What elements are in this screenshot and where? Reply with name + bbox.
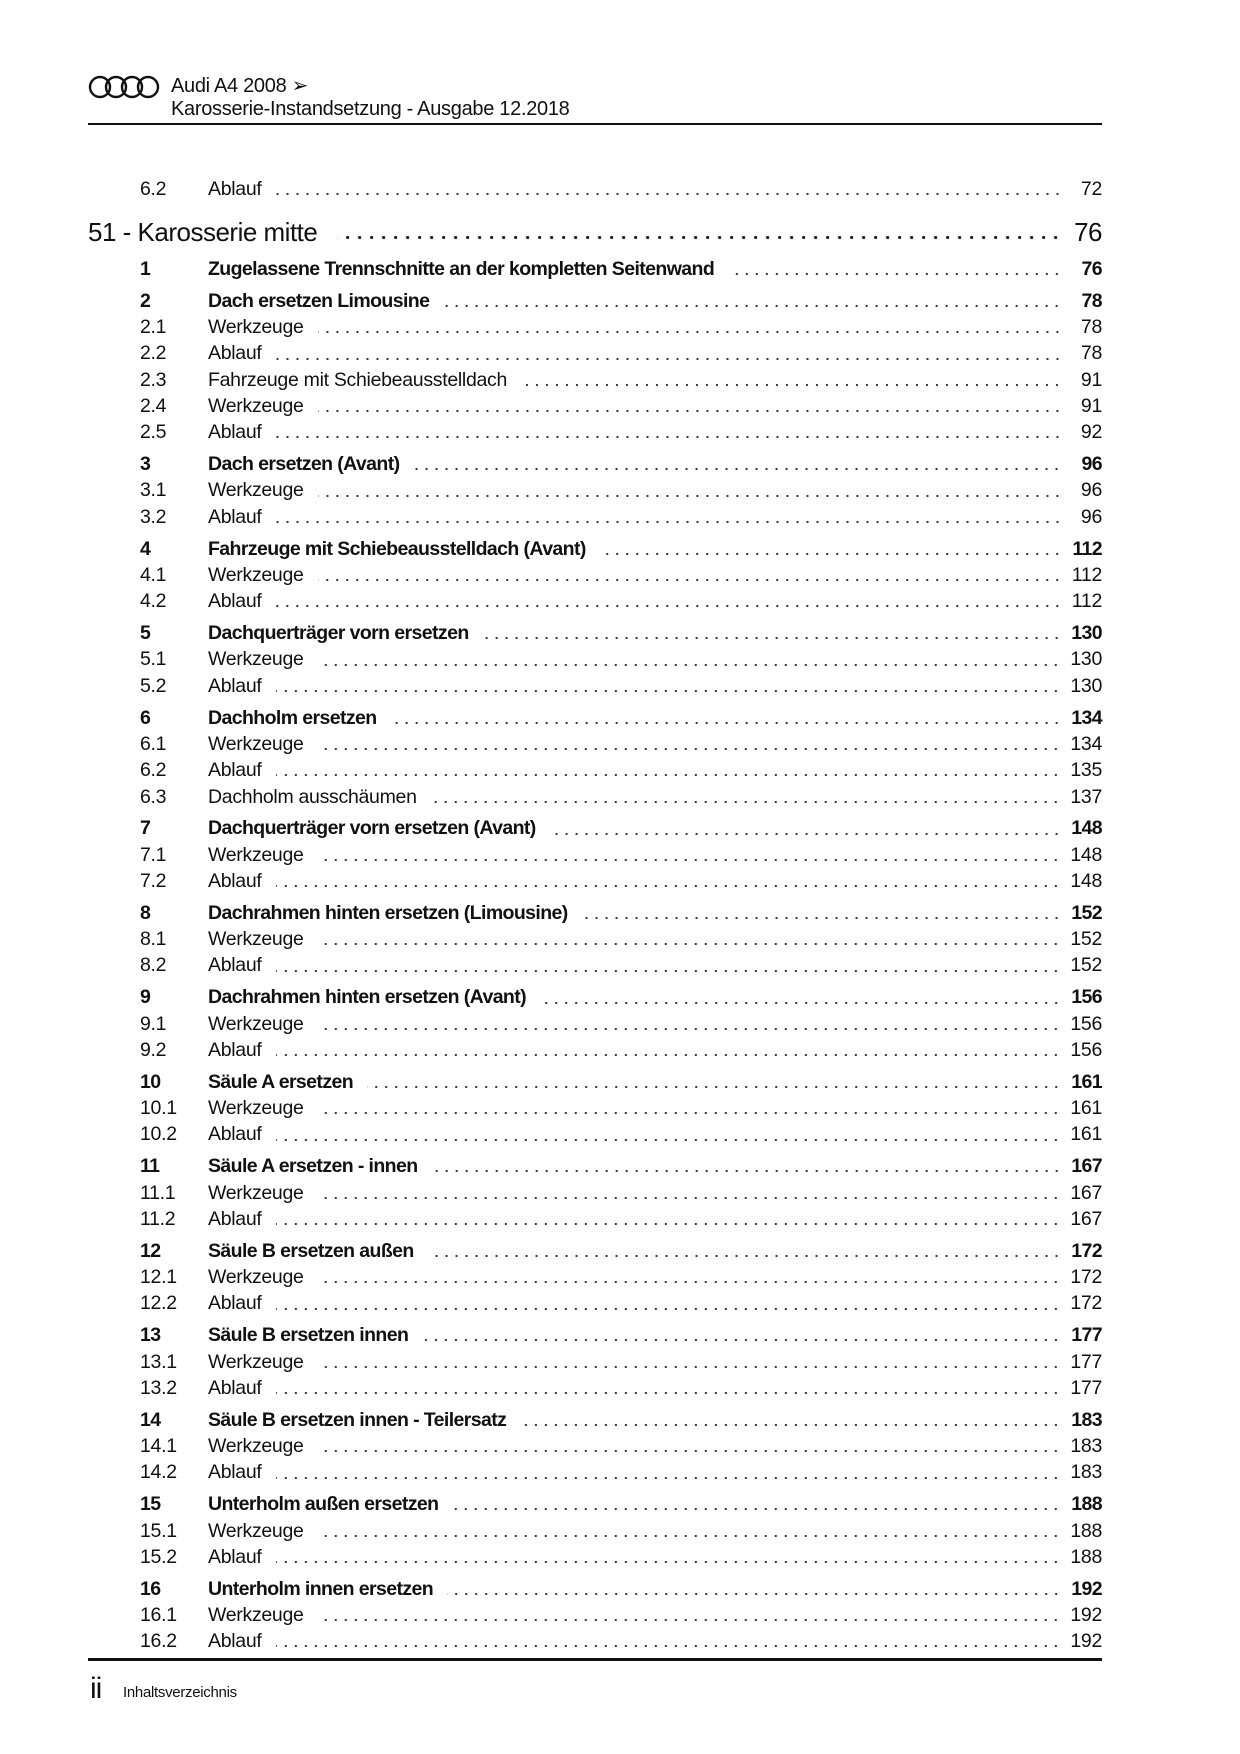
toc-entry[interactable] xyxy=(88,393,1102,419)
toc-entry-title: Ablauf xyxy=(208,954,262,977)
toc-entry-title: Ablauf xyxy=(208,590,262,613)
toc-entry-title: Ablauf xyxy=(208,674,262,697)
toc-entry[interactable] xyxy=(88,562,1102,588)
toc-entry-number: 8.2 xyxy=(140,954,167,977)
toc-entry-number: 14 xyxy=(140,1408,161,1431)
toc-entry[interactable] xyxy=(88,646,1102,672)
dot-leader xyxy=(276,192,1063,196)
toc-entry-title: Ablauf xyxy=(208,1038,262,1061)
toc-entry-page: 156 xyxy=(1070,1038,1102,1061)
dot-leader xyxy=(431,800,1061,804)
toc-entry-page: 167 xyxy=(1071,1155,1102,1178)
toc-entry-title: Werkzeuge xyxy=(208,1012,304,1035)
dot-leader xyxy=(443,304,1062,308)
toc-entry-page: 112 xyxy=(1071,590,1102,613)
toc-entry-title: Werkzeuge xyxy=(208,1266,304,1289)
toc-entry-page: 130 xyxy=(1070,674,1102,697)
toc-entry-title: Werkzeuge xyxy=(208,479,304,502)
toc-entry[interactable] xyxy=(88,367,1102,393)
dot-leader xyxy=(276,1222,1061,1226)
toc-entry-number: 14.2 xyxy=(140,1461,177,1484)
toc-entry-title: Ablauf xyxy=(208,1207,262,1230)
toc-entry-title: Werkzeuge xyxy=(208,732,304,755)
toc-entry-number: 14.1 xyxy=(140,1435,177,1458)
toc-entry-number: 7.2 xyxy=(140,869,167,892)
toc-entry-page: 72 xyxy=(1080,178,1102,200)
toc-entry-page: 188 xyxy=(1070,1519,1102,1542)
toc-entry-page: 152 xyxy=(1070,928,1102,951)
toc-entry-page: 192 xyxy=(1071,1577,1102,1600)
toc-entry-number: 6 xyxy=(140,706,151,729)
dot-leader xyxy=(520,1423,1061,1427)
dot-leader xyxy=(318,1196,1061,1200)
toc-entry-number: 6.2 xyxy=(140,759,167,782)
dot-leader xyxy=(318,1534,1061,1538)
toc-entry-title: Werkzeuge xyxy=(208,1097,304,1120)
toc-entry-page: 134 xyxy=(1070,732,1102,755)
toc-entry[interactable] xyxy=(88,900,1102,926)
toc-entry-number: 2.4 xyxy=(140,394,167,417)
toc-entry-number: 8.1 xyxy=(140,928,167,951)
toc-entry[interactable] xyxy=(88,868,1102,894)
toc-entry-number: 5 xyxy=(140,622,151,645)
toc-entry-title: Ablauf xyxy=(208,1123,262,1146)
dot-leader xyxy=(276,1644,1061,1648)
toc-entry[interactable] xyxy=(88,1290,1102,1316)
toc-entry-number: 11.1 xyxy=(140,1181,176,1204)
toc-entry[interactable] xyxy=(88,1602,1102,1628)
toc-entry-title: Zugelassene Trennschnitte an der kompletten Seitenwand xyxy=(208,257,715,280)
dot-leader xyxy=(318,663,1061,667)
toc-entry[interactable] xyxy=(88,926,1102,952)
toc-entry-number: 15 xyxy=(140,1493,161,1516)
toc-entry-title: Fahrzeuge mit Schiebeausstelldach xyxy=(208,368,508,391)
dot-leader xyxy=(276,969,1061,973)
dot-leader xyxy=(432,1169,1062,1173)
toc-entry-page: 192 xyxy=(1070,1604,1102,1627)
toc-entry[interactable] xyxy=(88,1011,1102,1037)
toc-entry-number: 12 xyxy=(140,1239,161,1262)
toc-entry-page: 76 xyxy=(1081,257,1102,280)
dot-leader xyxy=(318,494,1062,498)
toc-entry-page: 192 xyxy=(1070,1630,1102,1653)
toc-entry-number: 6.1 xyxy=(140,732,167,755)
dot-leader xyxy=(521,383,1062,387)
footer-section-title: Inhaltsverzeichnis xyxy=(123,1684,237,1701)
toc-entry-title: Ablauf xyxy=(208,421,262,444)
toc-entry[interactable] xyxy=(88,842,1102,868)
toc-entry-number: 13.1 xyxy=(140,1350,177,1373)
toc-entry[interactable] xyxy=(88,620,1102,646)
dot-leader xyxy=(452,1507,1061,1511)
toc-entry-number: 3.1 xyxy=(140,479,167,502)
toc-entry-title: Dachquerträger vorn ersetzen xyxy=(208,622,469,645)
toc-entry-page: 112 xyxy=(1072,537,1102,560)
toc-entry-number: 10.1 xyxy=(140,1097,177,1120)
dot-leader xyxy=(276,1560,1061,1564)
toc-entry[interactable] xyxy=(88,451,1102,477)
toc-entry-title: Säule A ersetzen xyxy=(208,1070,354,1093)
dot-leader xyxy=(367,1085,1061,1089)
toc-entry-title: Ablauf xyxy=(208,178,262,200)
dot-leader xyxy=(318,330,1062,334)
toc-entry-number: 1 xyxy=(140,257,151,280)
toc-entry-number: 3.2 xyxy=(140,505,167,528)
toc-entry-number: 2.5 xyxy=(140,421,167,444)
dot-leader xyxy=(276,1053,1061,1057)
toc-entry-page: 177 xyxy=(1070,1376,1102,1399)
toc-entry[interactable] xyxy=(88,984,1102,1010)
toc-entry-page: 183 xyxy=(1071,1408,1102,1431)
toc-entry-title: 51 - Karosserie mitte xyxy=(88,217,318,248)
page-number: ii xyxy=(90,1672,102,1705)
toc-entry-page: 96 xyxy=(1081,453,1102,476)
toc-entry-number: 4.1 xyxy=(140,563,167,586)
dot-leader xyxy=(428,1254,1062,1258)
dot-leader xyxy=(276,773,1061,777)
toc-entry-number: 16.2 xyxy=(140,1630,177,1653)
toc-entry[interactable] xyxy=(88,705,1102,731)
dot-leader xyxy=(318,1449,1061,1453)
toc-entry[interactable] xyxy=(88,1375,1102,1401)
toc-entry-page: 76 xyxy=(1074,217,1102,248)
toc-entry-number: 15.1 xyxy=(140,1519,177,1542)
toc-entry-title: Dachholm ausschäumen xyxy=(208,785,417,808)
toc-entry[interactable] xyxy=(88,536,1102,562)
toc-entry-title: Ablauf xyxy=(208,759,262,782)
toc-entry-page: 152 xyxy=(1070,954,1102,977)
toc-entry[interactable] xyxy=(88,588,1102,614)
toc-entry[interactable] xyxy=(88,1349,1102,1375)
toc-entry[interactable] xyxy=(88,1322,1102,1348)
toc-entry-number: 12.2 xyxy=(140,1292,177,1315)
toc-entry[interactable] xyxy=(88,256,1102,282)
dot-leader xyxy=(422,1338,1061,1342)
dot-leader xyxy=(276,689,1061,693)
toc-entry-page: 188 xyxy=(1070,1545,1102,1568)
toc-entry[interactable] xyxy=(88,1491,1102,1517)
dot-leader xyxy=(318,942,1061,946)
toc-entry-number: 12.1 xyxy=(140,1266,177,1289)
toc-entry-title: Fahrzeuge mit Schiebeausstelldach (Avant) xyxy=(208,537,586,560)
dot-leader xyxy=(318,1027,1061,1031)
manual-model-title: Audi A4 2008 ➢ xyxy=(171,75,309,97)
toc-entry-number: 16 xyxy=(140,1577,161,1600)
toc-entry[interactable] xyxy=(88,176,1102,202)
toc-entry-number: 6.3 xyxy=(140,785,167,808)
dot-leader xyxy=(318,747,1061,751)
toc-entry-number: 11 xyxy=(140,1155,160,1178)
dot-leader xyxy=(413,467,1062,471)
toc-entry-number: 9.2 xyxy=(140,1038,167,1061)
toc-entry-title: Ablauf xyxy=(208,1376,262,1399)
toc-entry[interactable] xyxy=(88,1095,1102,1121)
toc-entry-number: 15.2 xyxy=(140,1545,177,1568)
dot-leader xyxy=(318,578,1062,582)
toc-entry-page: 183 xyxy=(1070,1435,1102,1458)
toc-entry-number: 4.2 xyxy=(140,590,167,613)
toc-entry-page: 78 xyxy=(1081,289,1102,312)
toc-entry-page: 148 xyxy=(1070,869,1102,892)
toc-entry[interactable] xyxy=(88,340,1102,366)
dot-leader xyxy=(600,552,1062,556)
toc-entry-number: 2 xyxy=(140,289,151,312)
toc-entry-page: 183 xyxy=(1070,1461,1102,1484)
dot-leader xyxy=(728,272,1062,276)
toc-entry-number: 9 xyxy=(140,986,151,1009)
toc-entry-title: Ablauf xyxy=(208,1545,262,1568)
toc-entry[interactable] xyxy=(88,673,1102,699)
toc-entry-title: Dachholm ersetzen xyxy=(208,706,377,729)
toc-entry-number: 11.2 xyxy=(140,1207,176,1230)
toc-entry-title: Ablauf xyxy=(208,1630,262,1653)
toc-entry-page: 167 xyxy=(1070,1181,1102,1204)
dot-leader xyxy=(276,435,1063,439)
dot-leader xyxy=(276,604,1062,608)
dot-leader xyxy=(318,1365,1061,1369)
toc-entry-page: 92 xyxy=(1080,421,1102,444)
dot-leader xyxy=(276,520,1063,524)
toc-entry-number: 8 xyxy=(140,901,151,924)
toc-entry-number: 2.3 xyxy=(140,368,167,391)
dot-leader xyxy=(318,409,1062,413)
toc-entry-page: 167 xyxy=(1070,1207,1102,1230)
toc-entry[interactable] xyxy=(88,952,1102,978)
dot-leader xyxy=(276,1307,1061,1311)
toc-entry-number: 2.1 xyxy=(140,316,167,339)
toc-entry[interactable] xyxy=(88,1407,1102,1433)
toc-entry-title: Säule B ersetzen außen xyxy=(208,1239,414,1262)
toc-entry-page: 156 xyxy=(1071,986,1102,1009)
toc-entry[interactable] xyxy=(88,1069,1102,1095)
toc-entry-page: 188 xyxy=(1071,1493,1102,1516)
toc-entry-page: 172 xyxy=(1071,1239,1102,1262)
toc-entry[interactable] xyxy=(88,419,1102,445)
toc-entry-title: Ablauf xyxy=(208,1461,262,1484)
toc-entry-title: Ablauf xyxy=(208,869,262,892)
toc-entry-page: 134 xyxy=(1071,706,1102,729)
toc-entry[interactable] xyxy=(88,1544,1102,1570)
toc-entry-page: 161 xyxy=(1071,1070,1102,1093)
toc-entry-title: Säule B ersetzen innen xyxy=(208,1324,409,1347)
toc-entry-number: 6.2 xyxy=(140,178,167,200)
toc-entry-page: 177 xyxy=(1071,1324,1102,1347)
dot-leader xyxy=(540,1001,1061,1005)
toc-entry[interactable] xyxy=(88,1206,1102,1232)
dot-leader xyxy=(276,1476,1061,1480)
footer-divider xyxy=(88,1658,1102,1661)
dot-leader xyxy=(318,858,1061,862)
toc-entry[interactable] xyxy=(88,1576,1102,1602)
dot-leader xyxy=(582,916,1062,920)
toc-entry[interactable] xyxy=(88,731,1102,757)
toc-entry-number: 7 xyxy=(140,817,151,840)
toc-entry-page: 177 xyxy=(1070,1350,1102,1373)
toc-entry[interactable] xyxy=(88,1628,1102,1654)
toc-entry-number: 3 xyxy=(140,453,151,476)
toc-entry-number: 10 xyxy=(140,1070,161,1093)
toc-entry-page: 130 xyxy=(1071,622,1102,645)
toc-entry-page: 161 xyxy=(1070,1123,1102,1146)
dot-leader xyxy=(318,1111,1061,1115)
toc-entry-number: 5.2 xyxy=(140,674,167,697)
dot-leader xyxy=(318,1280,1061,1284)
dot-leader xyxy=(391,721,1062,725)
toc-entry[interactable] xyxy=(88,784,1102,810)
toc-entry-title: Dachrahmen hinten ersetzen (Avant) xyxy=(208,986,527,1009)
toc-entry-title: Unterholm innen ersetzen xyxy=(208,1577,434,1600)
toc-entry-page: 96 xyxy=(1080,505,1102,528)
toc-entry[interactable] xyxy=(88,504,1102,530)
toc-chapter-entry[interactable] xyxy=(88,214,1102,250)
toc-entry-title: Werkzeuge xyxy=(208,928,304,951)
toc-entry-title: Werkzeuge xyxy=(208,1181,304,1204)
audi-rings-logo xyxy=(88,74,160,100)
toc-entry-page: 130 xyxy=(1070,648,1102,671)
toc-entry-number: 13 xyxy=(140,1324,161,1347)
toc-entry-title: Dachquerträger vorn ersetzen (Avant) xyxy=(208,817,536,840)
toc-entry[interactable] xyxy=(88,1264,1102,1290)
dot-leader xyxy=(337,235,1062,240)
dot-leader xyxy=(318,1618,1061,1622)
toc-entry[interactable] xyxy=(88,314,1102,340)
toc-entry-page: 161 xyxy=(1070,1097,1102,1120)
dot-leader xyxy=(483,636,1062,640)
toc-entry-title: Werkzeuge xyxy=(208,843,304,866)
manual-subtitle: Karosserie-Instandsetzung - Ausgabe 12.2018 xyxy=(171,98,570,120)
toc-entry-title: Dach ersetzen (Avant) xyxy=(208,453,400,476)
toc-entry-page: 91 xyxy=(1080,394,1102,417)
toc-entry-page: 135 xyxy=(1070,759,1102,782)
dot-leader xyxy=(276,884,1061,888)
toc-entry-number: 2.2 xyxy=(140,342,167,365)
toc-entry-title: Werkzeuge xyxy=(208,1435,304,1458)
toc-entry-page: 96 xyxy=(1080,479,1102,502)
toc-entry[interactable] xyxy=(88,757,1102,783)
toc-entry-title: Säule A ersetzen - innen xyxy=(208,1155,418,1178)
toc-entry-number: 7.1 xyxy=(140,843,167,866)
toc-entry-page: 91 xyxy=(1080,368,1102,391)
toc-entry-page: 78 xyxy=(1080,342,1102,365)
toc-entry[interactable] xyxy=(88,288,1102,314)
toc-entry[interactable] xyxy=(88,1153,1102,1179)
toc-entry-page: 148 xyxy=(1070,843,1102,866)
toc-entry-page: 156 xyxy=(1070,1012,1102,1035)
toc-entry[interactable] xyxy=(88,1518,1102,1544)
toc-entry[interactable] xyxy=(88,815,1102,841)
dot-leader xyxy=(276,1391,1061,1395)
toc-entry-title: Werkzeuge xyxy=(208,648,304,671)
toc-entry-page: 172 xyxy=(1070,1266,1102,1289)
toc-entry[interactable] xyxy=(88,477,1102,503)
dot-leader xyxy=(276,357,1063,361)
toc-entry-title: Säule B ersetzen innen - Teilersatz xyxy=(208,1408,507,1431)
toc-entry-number: 9.1 xyxy=(140,1012,167,1035)
toc-entry-page: 172 xyxy=(1070,1292,1102,1315)
toc-entry-number: 5.1 xyxy=(140,648,167,671)
toc-entry-title: Werkzeuge xyxy=(208,394,304,417)
toc-entry-title: Unterholm außen ersetzen xyxy=(208,1493,439,1516)
dot-leader xyxy=(276,1138,1061,1142)
toc-entry-page: 137 xyxy=(1070,785,1102,808)
dot-leader xyxy=(447,1592,1061,1596)
toc-entry[interactable] xyxy=(88,1459,1102,1485)
dot-leader xyxy=(550,832,1062,836)
toc-entry-page: 148 xyxy=(1071,817,1102,840)
toc-entry-title: Dachrahmen hinten ersetzen (Limousine) xyxy=(208,901,568,924)
toc-entry-number: 13.2 xyxy=(140,1376,177,1399)
toc-entry-title: Ablauf xyxy=(208,342,262,365)
toc-entry[interactable] xyxy=(88,1433,1102,1459)
table-of-contents xyxy=(88,176,1102,1655)
toc-entry-title: Werkzeuge xyxy=(208,1350,304,1373)
toc-entry-title: Werkzeuge xyxy=(208,1604,304,1627)
toc-entry-title: Dach ersetzen Limousine xyxy=(208,289,430,312)
toc-entry[interactable] xyxy=(88,1180,1102,1206)
toc-entry[interactable] xyxy=(88,1238,1102,1264)
toc-entry-page: 152 xyxy=(1071,901,1102,924)
toc-entry[interactable] xyxy=(88,1121,1102,1147)
toc-entry-title: Werkzeuge xyxy=(208,316,304,339)
toc-entry-title: Ablauf xyxy=(208,1292,262,1315)
toc-entry[interactable] xyxy=(88,1037,1102,1063)
toc-entry-title: Werkzeuge xyxy=(208,1519,304,1542)
toc-entry-number: 10.2 xyxy=(140,1123,177,1146)
toc-entry-title: Ablauf xyxy=(208,505,262,528)
toc-entry-title: Werkzeuge xyxy=(208,563,304,586)
toc-entry-number: 4 xyxy=(140,537,151,560)
header-divider xyxy=(88,123,1102,125)
toc-entry-number: 16.1 xyxy=(140,1604,177,1627)
toc-entry-page: 78 xyxy=(1080,316,1102,339)
toc-entry-page: 112 xyxy=(1071,563,1102,586)
